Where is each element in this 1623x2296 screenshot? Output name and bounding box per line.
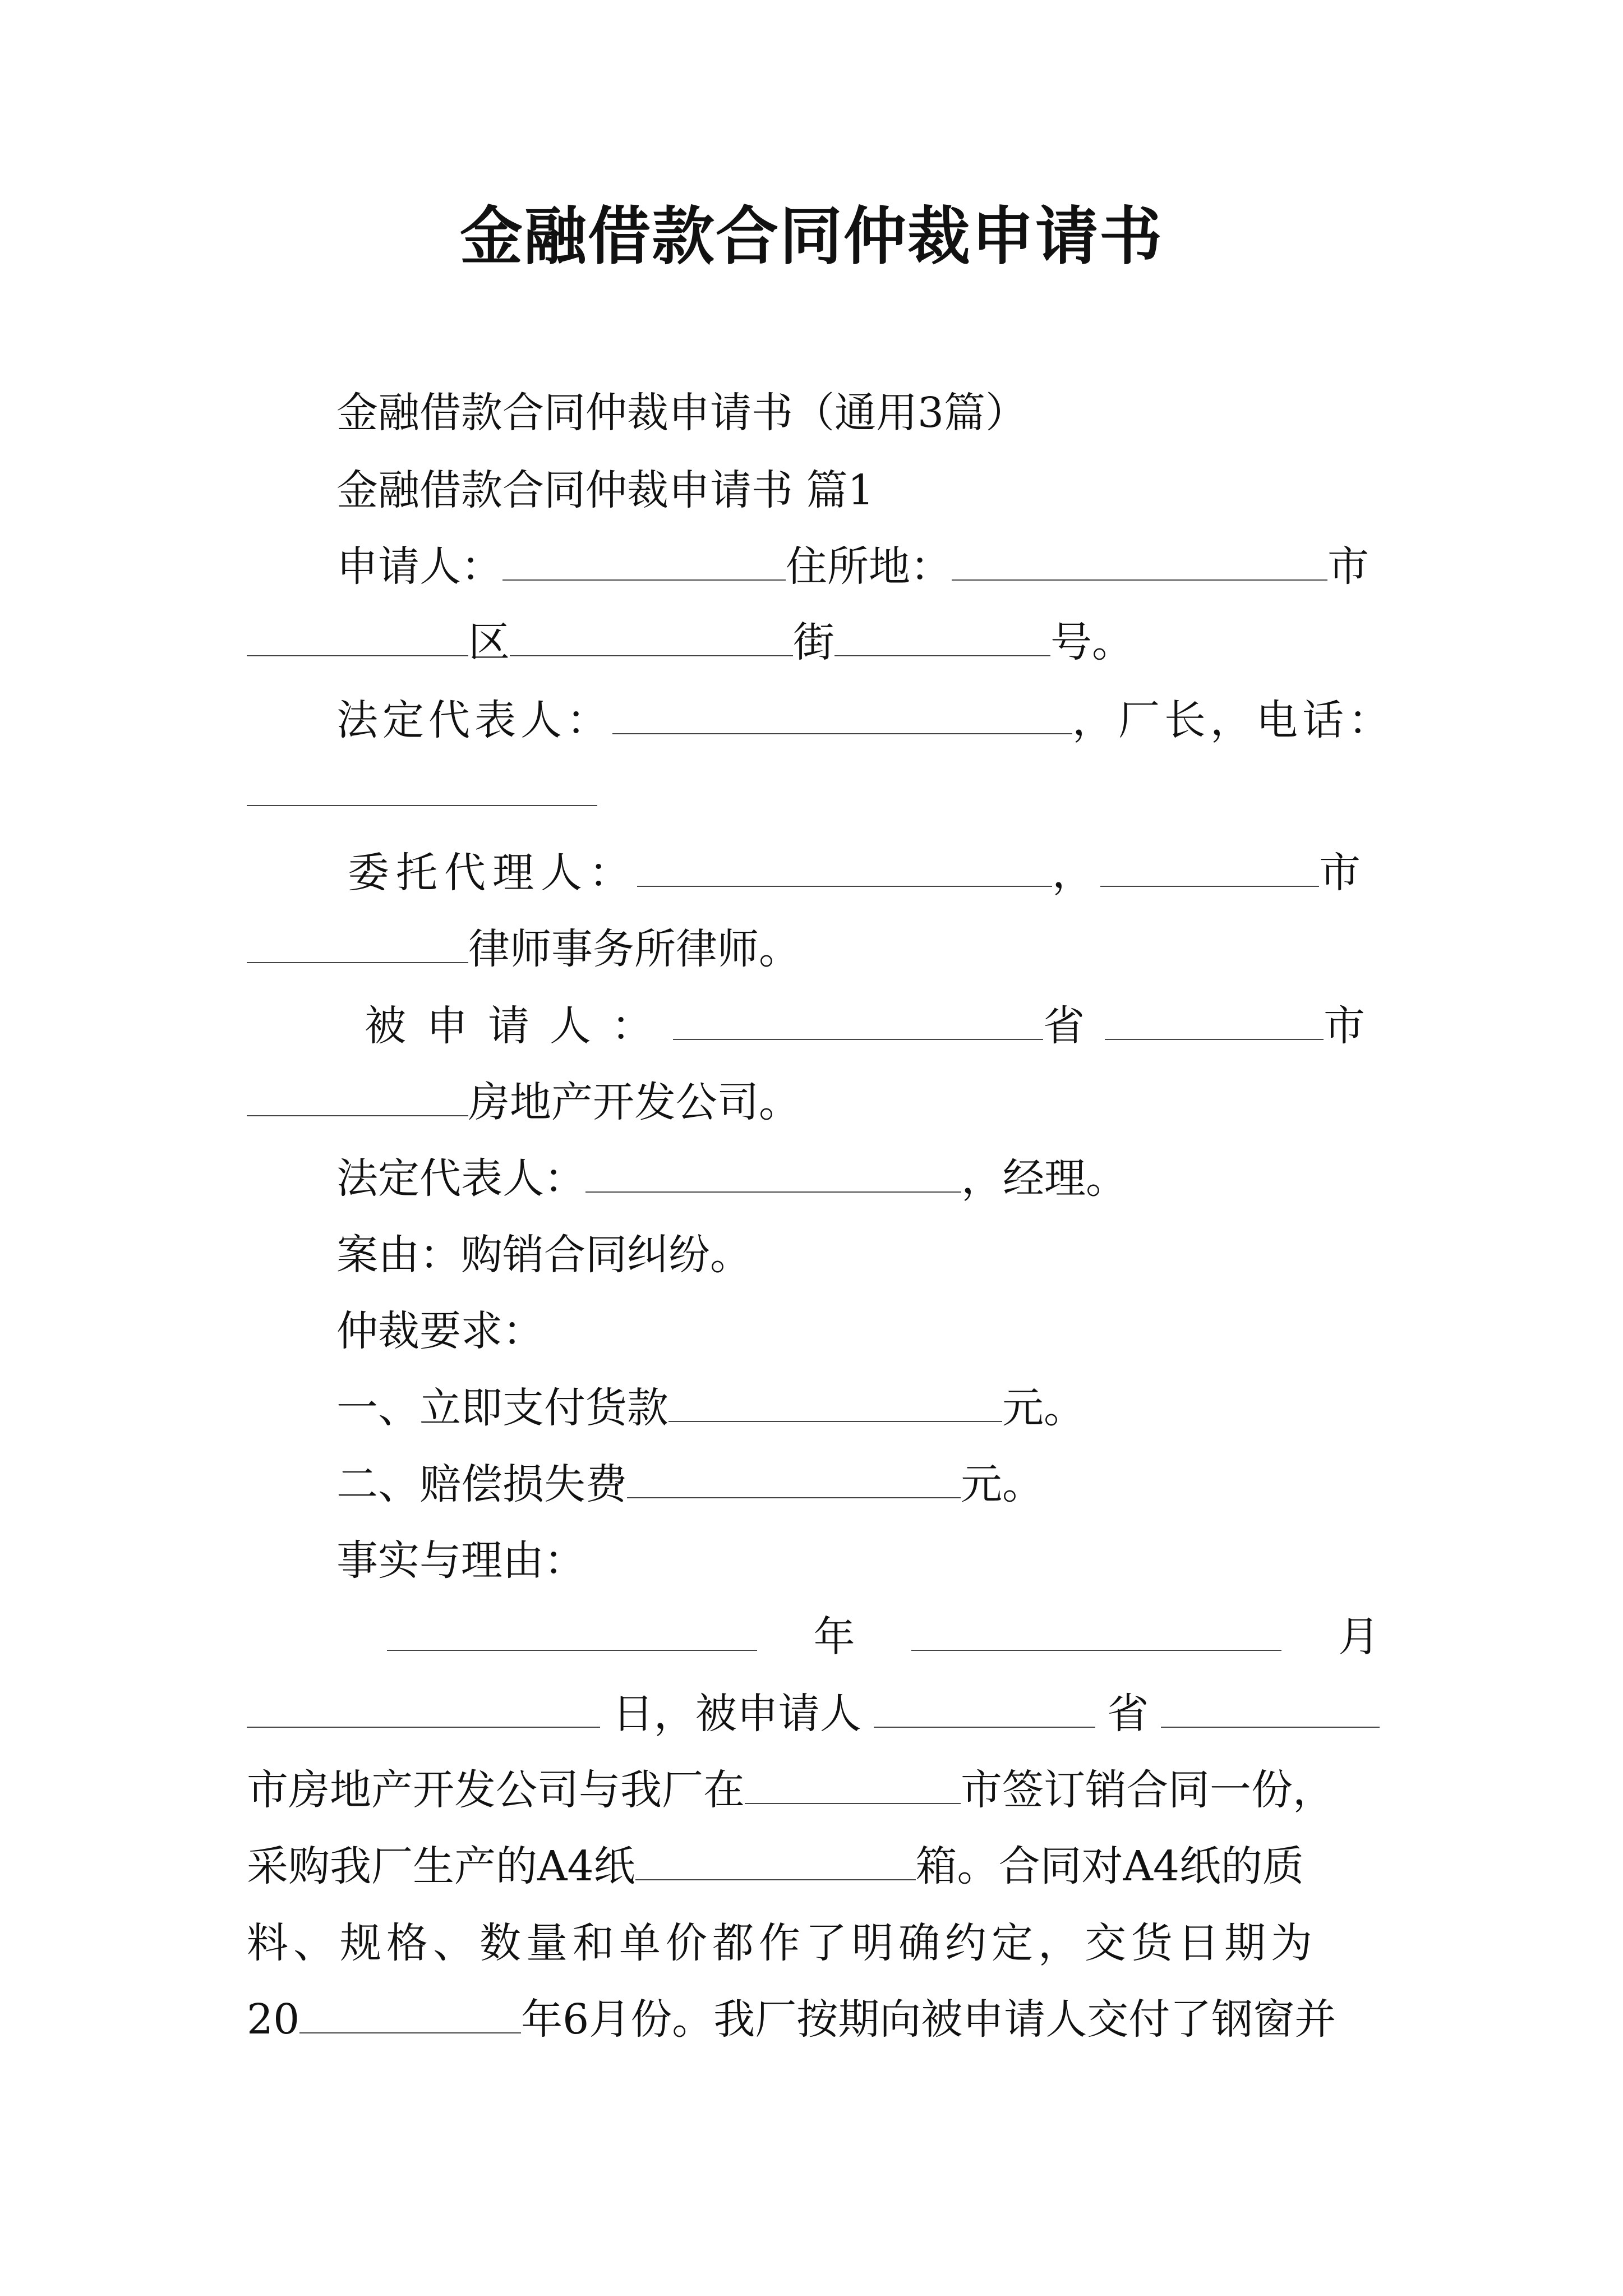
legal-rep-label: 法定代表人： (336, 696, 612, 744)
respondent-rep-blank[interactable] (585, 1152, 961, 1193)
contract-text: 市房地产开发公司与我厂在 (247, 1766, 745, 1814)
address-city-blank[interactable] (952, 540, 1327, 581)
delivery-text: 年6月份。我厂按期向被申请人交付了钢窗并 (521, 1995, 1336, 2044)
applicant-blank[interactable] (502, 540, 786, 581)
cause-text: 案由：购销合同纠纷。 (336, 1231, 751, 1279)
respondent-city-blank-2[interactable] (1161, 1687, 1380, 1728)
contract-city-blank[interactable] (745, 1764, 961, 1804)
facts-line (336, 1530, 585, 1591)
date-line (387, 1606, 1380, 1668)
delivery-year-blank[interactable] (299, 1993, 521, 2033)
real-estate-line (247, 1071, 800, 1133)
number-text: 号。 (1050, 618, 1133, 666)
boxes-blank[interactable] (635, 1840, 916, 1880)
street-blank[interactable] (834, 616, 1050, 656)
cause-line (336, 1224, 751, 1286)
agent-line (348, 842, 1367, 904)
agent-comma: ， (1052, 849, 1100, 897)
province-text: 省 (1043, 1002, 1105, 1050)
subtitle: 金融借款合同仲裁申请书（通用3篇） (336, 389, 1027, 437)
purchase-text: 采购我厂生产的A4纸 (247, 1842, 635, 1890)
phone-line (247, 766, 597, 827)
terms-line (247, 1912, 1317, 1974)
real-estate-text: 房地产开发公司。 (468, 1078, 800, 1126)
day-line (247, 1683, 1380, 1745)
legal-rep-blank[interactable] (612, 694, 1072, 734)
district-text: 区 (468, 618, 510, 666)
agent-label: 委托代理人： (348, 849, 637, 897)
year-text: 年 (813, 1613, 855, 1661)
subtitle-line (336, 382, 1027, 444)
director-phone-text: ，厂长，电话： (1072, 696, 1394, 744)
address-prefix-blank[interactable] (247, 616, 468, 656)
agent-city-blank[interactable] (1100, 846, 1319, 887)
day-blank[interactable] (247, 1687, 600, 1728)
day-text: 日，被申请人 (612, 1690, 861, 1738)
boxes-text: 箱。合同对A4纸的质 (915, 1842, 1304, 1890)
district-blank[interactable] (510, 616, 793, 656)
respondent-label: 被申请人： (365, 1002, 673, 1050)
requests-label: 仲裁要求： (336, 1307, 544, 1355)
request-2-text: 二、赔偿损失费 (336, 1460, 627, 1508)
respondent-city-text: 市 (1324, 1002, 1385, 1050)
address-line (247, 611, 1133, 673)
purchase-line (247, 1835, 1304, 1897)
street-text: 街 (793, 618, 834, 666)
request-2-unit: 元。 (961, 1460, 1044, 1508)
law-firm-line (247, 918, 800, 980)
part-heading: 金融借款合同仲裁申请书 篇1 (336, 466, 874, 514)
part-heading-line (336, 459, 874, 521)
respondent-province-blank[interactable] (1105, 1000, 1324, 1040)
law-firm-text: 律师事务所律师。 (468, 925, 800, 973)
phone-blank[interactable] (247, 766, 597, 806)
year-blank[interactable] (387, 1611, 757, 1651)
respondent-prov-blank-2[interactable] (874, 1687, 1095, 1728)
document-title: 金融借款合同仲裁申请书 (460, 200, 1163, 273)
request-1-blank[interactable] (668, 1382, 1002, 1422)
manager-text: ，经理。 (961, 1154, 1127, 1203)
applicant-label: 申请人： (336, 542, 502, 591)
province-text-2: 省 (1107, 1690, 1149, 1738)
delivery-line (247, 1989, 1336, 2050)
real-estate-blank[interactable] (247, 1076, 468, 1116)
request-1-unit: 元。 (1002, 1384, 1085, 1432)
request-1-text: 一、立即支付货款 (336, 1384, 668, 1432)
agent-blank[interactable] (637, 846, 1052, 887)
contract-line (247, 1759, 1334, 1821)
respondent-rep-label: 法定代表人： (336, 1154, 585, 1203)
facts-label: 事实与理由： (336, 1536, 585, 1585)
terms-text: 料、规格、数量和单价都作了明确约定，交货日期为 (247, 1919, 1317, 1967)
request-2-line (336, 1453, 1044, 1515)
year-prefix: 20 (247, 1995, 300, 2044)
month-text: 月 (1338, 1613, 1380, 1661)
request-1-line (336, 1377, 1085, 1439)
respondent-line (365, 995, 1385, 1057)
signed-text: 市签订销合同一份， (961, 1766, 1334, 1814)
respondent-rep-line (336, 1148, 1127, 1209)
address-label: 住所地： (786, 542, 952, 591)
request-2-blank[interactable] (627, 1458, 961, 1498)
requests-line (336, 1300, 544, 1362)
law-firm-blank[interactable] (247, 923, 468, 963)
applicant-line (336, 536, 1369, 597)
respondent-blank[interactable] (673, 1000, 1043, 1040)
city-text: 市 (1327, 542, 1369, 591)
month-blank[interactable] (911, 1611, 1281, 1651)
agent-city-text: 市 (1319, 849, 1367, 897)
legal-rep-line (336, 689, 1394, 751)
